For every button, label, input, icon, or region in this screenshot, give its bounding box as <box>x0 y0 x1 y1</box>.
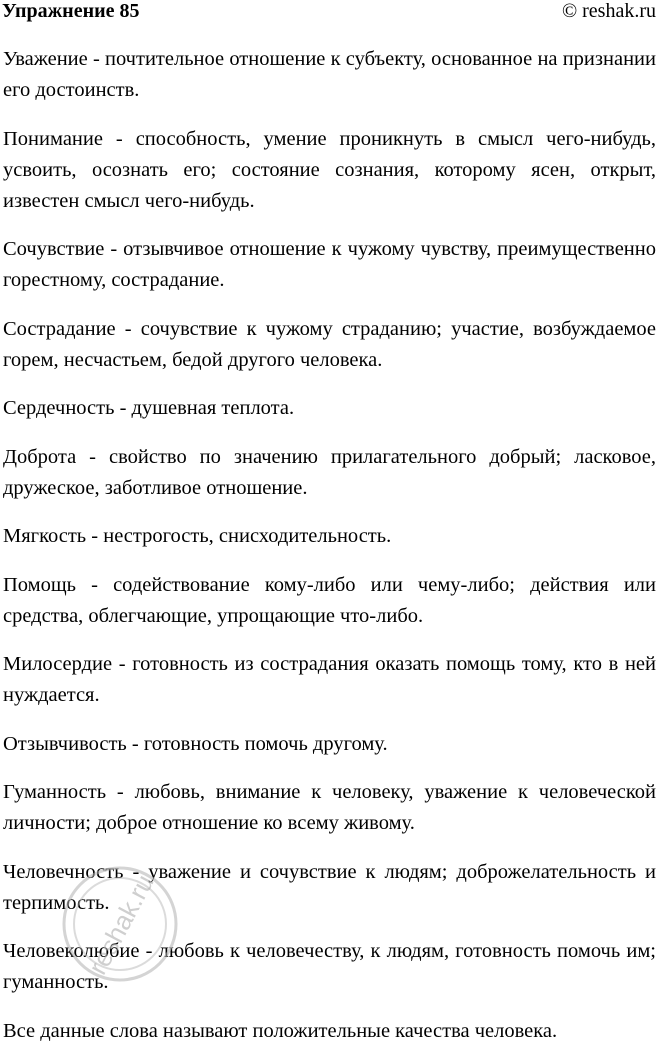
page-header <box>2 0 656 22</box>
definition-serdechnost: Сердечность - душевная теплота. <box>3 397 295 419</box>
definition-pomoshch: Помощь - содействование кому-либо или чему-либо; действия или средства, облегчающие, упрощающие что-либо. <box>3 573 656 627</box>
site-credit: © reshak.ru <box>561 0 656 22</box>
definition-chelovechnost: Человечность - уважение и сочувствие к людям; доброжелательность и терпимость. <box>3 860 656 914</box>
definition-myagkost: Мягкость - нестрогость, снисходительность. <box>3 525 392 547</box>
watermark-text: reshak.ru <box>82 869 160 980</box>
definition-chelovekolyubie: Человеколюбие - любовь к человечеству, к людям, готовность помочь им; гуманность. <box>3 940 656 993</box>
definitions-list <box>3 44 656 1064</box>
exercise-title: Упражнение 85 <box>2 0 140 22</box>
definition-ponimanie: Понимание - способность, умение проникнуть в смысл чего-нибудь, усвоить, осознать его; состояние сознания, которому ясен, открыт, известен смысл чего-нибудь. <box>3 127 656 212</box>
definition-sostradanie: Сострадание - сочувствие к чужому страданию; участие, возбуждаемое горем, несчастьем, бедой другого человека. <box>3 317 656 371</box>
definition-miloserdie: Милосердие - готовность из сострадания оказать помощь тому, кто в ней нуждается. <box>3 653 656 706</box>
definition-uvazhenie: Уважение - почтительное отношение к субъекту, основанное на признании его достоинств. <box>3 48 656 101</box>
definition-sochuvstvie: Сочувствие - отзывчивое отношение к чужому чувству, преимущественно горестному, сострадание. <box>3 238 656 291</box>
definition-dobrota: Доброта - свойство по значению прилагательного добрый; ласковое, дружеское, заботливое отношение. <box>3 445 656 499</box>
conclusion-sentence: Все данные слова называют положительные качества человека. <box>3 1019 558 1042</box>
definition-gumannost: Гуманность - любовь, внимание к человеку, уважение к человеческой личности; доброе отношение ко всему живому. <box>3 781 656 834</box>
definition-otzyvchivost: Отзывчивость - готовность помочь другому. <box>3 732 388 755</box>
